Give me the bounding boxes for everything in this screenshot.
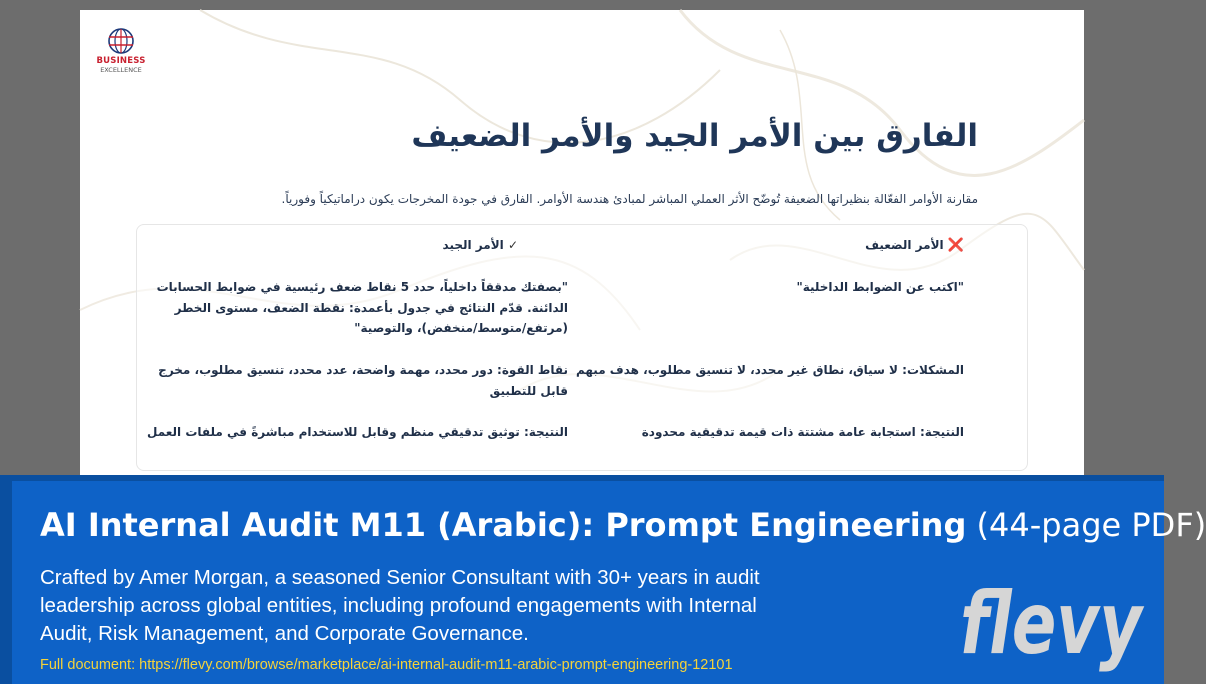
full-document-link[interactable]: Full document: https://flevy.com/browse/marketplace/ai-internal-audit-m11-arabic-prompt-engineering-12101 xyxy=(40,657,733,673)
business-excellence-logo xyxy=(94,26,148,86)
red-x-icon: ❌ xyxy=(947,238,964,253)
slide-title: الفارق بين الأمر الجيد والأمر الضعيف xyxy=(411,118,978,154)
good-header-label: الأمر الجيد xyxy=(442,238,504,252)
weak-row-1: "اكتب عن الضوابط الداخلية" xyxy=(796,280,964,294)
weak-row-3: النتيجة: استجابة عامة مشتتة ذات قيمة تدقيقية محدودة xyxy=(641,425,964,439)
banner-description: Crafted by Amer Morgan, a seasoned Senior Consultant with 30+ years in audit leadership across global entities, including profound engagements with Internal Audit, Risk Management, and Corporate Governance. xyxy=(40,566,760,645)
banner-title xyxy=(40,506,1206,544)
weak-header-label: الأمر الضعيف xyxy=(865,238,944,252)
globe-icon xyxy=(94,26,148,56)
weak-row-2: المشكلات: لا سياق، نطاق غير محدد، لا تنسيق مطلوب، هدف مبهم xyxy=(575,363,964,377)
good-row-3: النتيجة: توثيق تدقيقي منظم وقابل للاستخدام مباشرةً في ملفات العمل xyxy=(147,425,568,439)
good-row-1: "بصفتك مدققاً داخلياً، حدد 5 نقاط ضعف رئيسية في ضوابط الحسابات الدائنة. قدّم النتائج في جدول بأعمدة: نقطة الضعف، مستوى الخطر (مرتفع/متوسط/منخفض)، والتوصية" xyxy=(156,280,568,335)
weak-header xyxy=(664,238,964,253)
flevy-logo[interactable] xyxy=(956,574,1146,674)
slide xyxy=(80,10,1084,480)
good-row-2: نقاط القوة: دور محدد، مهمة واضحة، عدد محدد، تنسيق مطلوب، مخرج قابل للتطبيق xyxy=(158,363,568,398)
flevy-wordmark: flevy xyxy=(960,574,1146,674)
logo-line1: BUSINESS xyxy=(96,56,146,66)
banner-title-main: AI Internal Audit M11 (Arabic): Prompt Engineering xyxy=(40,506,967,544)
banner-title-suffix: (44-page PDF) xyxy=(976,506,1206,544)
document-banner xyxy=(0,475,1206,684)
slide-subtitle: مقارنة الأوامر الفعّالة بنظيراتها الضعيفة تُوضّح الأثر العملي المباشر لمبادئ هندسة الأوامر. الفارق في جودة المخرجات يكون دراماتيكياً وفورياً. xyxy=(281,192,978,206)
good-header xyxy=(318,238,518,252)
logo-line2: EXCELLENCE xyxy=(100,66,142,74)
check-icon: ✓ xyxy=(507,238,518,252)
banner-panel xyxy=(12,481,1206,684)
